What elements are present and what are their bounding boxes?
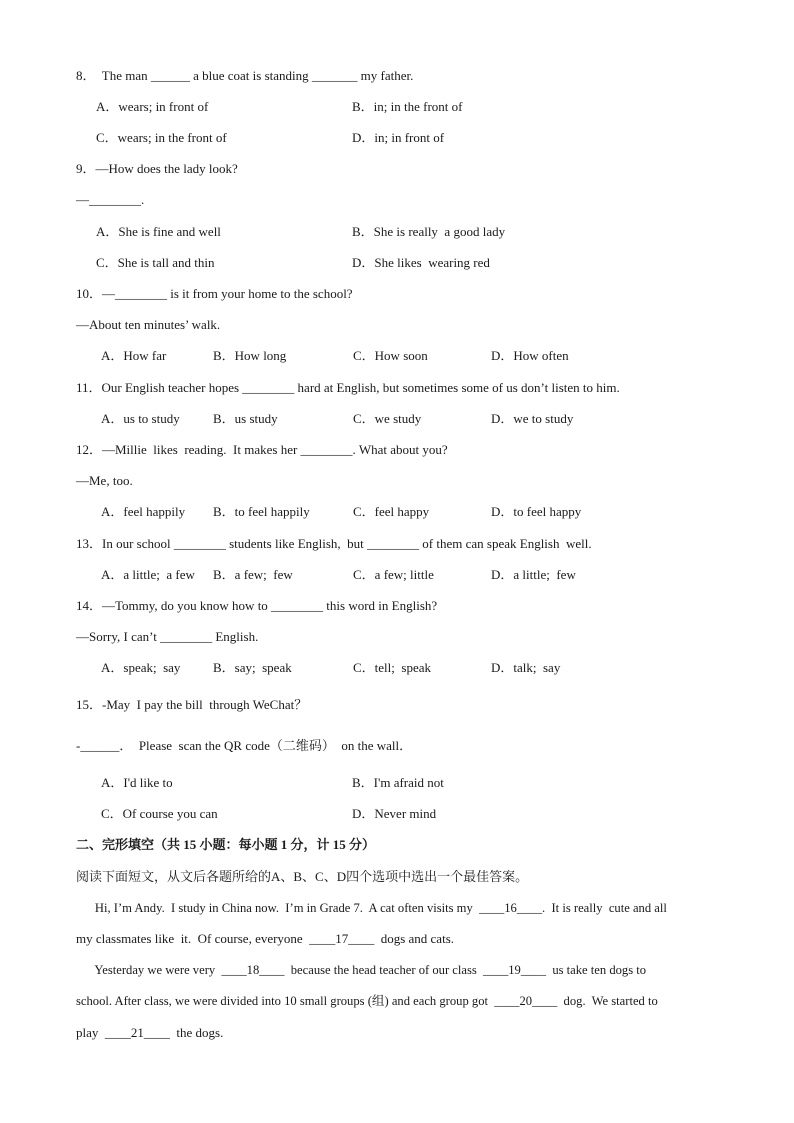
q12-reply: —Me, too. [76, 473, 133, 488]
q11-option-b[interactable]: B．us study [213, 411, 278, 426]
q10-option-d[interactable]: D．How often [491, 348, 569, 363]
q10-option-a[interactable]: A．How far [101, 348, 167, 363]
q12-option-b[interactable]: B．to feel happily [213, 504, 310, 519]
passage-line: play ____21____ the dogs. [76, 1025, 224, 1040]
q9-option-c[interactable]: C．She is tall and thin [96, 255, 215, 270]
q8-option-b[interactable]: B．in; in the front of [352, 99, 463, 114]
q15-option-d[interactable]: D．Never mind [352, 806, 437, 821]
q14-option-b[interactable]: B．say; speak [213, 660, 292, 675]
passage-line: my classmates like it. Of course, everyone ____17____ dogs and cats. [76, 931, 454, 946]
q9-option-b[interactable]: B．She is really a good lady [352, 224, 506, 239]
q14-option-d[interactable]: D．talk; say [491, 660, 561, 675]
q10-option-c[interactable]: C．How soon [353, 348, 428, 363]
q9-reply: —________. [76, 192, 145, 207]
q9-option-d[interactable]: D．She likes wearing red [352, 255, 490, 270]
q11-option-a[interactable]: A．us to study [101, 411, 180, 426]
q11-stem: 11．Our English teacher hopes ________ hard at English, but sometimes some of us don’t listen to him. [76, 380, 620, 395]
q14-option-a[interactable]: A．speak; say [101, 660, 181, 675]
q13-option-c[interactable]: C．a few; little [353, 567, 434, 582]
q15-stem: 15．-May I pay the bill through WeChat？ [76, 697, 308, 712]
q12-option-a[interactable]: A．feel happily [101, 504, 186, 519]
section-heading: 二、完形填空（共 15 小题：每小题 1 分，计 15 分） [76, 837, 376, 852]
passage-line: school. After class, we were divided into 10 small groups (组) and each group got ____20____ dog. We started to [76, 994, 658, 1008]
q10-reply: —About ten minutes’ walk. [76, 317, 221, 332]
section-instruction: 阅读下面短文，从文后各题所给的A、B、C、D四个选项中选出一个最佳答案。 [76, 869, 529, 884]
q10-stem: 10．—________ is it from your home to the school? [76, 286, 353, 301]
passage-line: Hi, I’m Andy. I study in China now. I’m in Grade 7. A cat often visits my ____16____. It is really cute and all [76, 901, 667, 915]
q11-option-c[interactable]: C．we study [353, 411, 422, 426]
q15-option-b[interactable]: B．I'm afraid not [352, 775, 444, 790]
q8-stem: 8． The man ______ a blue coat is standing _______ my father. [76, 68, 414, 83]
q14-stem: 14．—Tommy, do you know how to ________ this word in English? [76, 598, 438, 613]
q12-stem: 12．—Millie likes reading. It makes her ________. What about you? [76, 442, 448, 457]
q14-option-c[interactable]: C．tell; speak [353, 660, 431, 675]
q13-option-a[interactable]: A．a little; a few [101, 567, 195, 582]
q15-reply: -______． Please scan the QR code（二维码） on the wall． [76, 738, 413, 753]
q11-option-d[interactable]: D．we to study [491, 411, 574, 426]
q13-option-b[interactable]: B．a few; few [213, 567, 293, 582]
q12-option-d[interactable]: D．to feel happy [491, 504, 582, 519]
q8-option-a[interactable]: A．wears; in front of [96, 99, 209, 114]
q13-option-d[interactable]: D．a little; few [491, 567, 576, 582]
q10-option-b[interactable]: B．How long [213, 348, 287, 363]
q15-option-a[interactable]: A．I'd like to [101, 775, 173, 790]
q15-option-c[interactable]: C．Of course you can [101, 806, 218, 821]
q14-reply: —Sorry, I can’t ________ English. [76, 629, 259, 644]
passage-line: Yesterday we were very ____18____ because the head teacher of our class ____19____ us take ten dogs to [76, 963, 647, 977]
q13-stem: 13．In our school ________ students like English, but ________ of them can speak English well. [76, 536, 592, 551]
q12-option-c[interactable]: C．feel happy [353, 504, 430, 519]
q8-option-c[interactable]: C．wears; in the front of [96, 130, 227, 145]
q8-option-d[interactable]: D．in; in front of [352, 130, 445, 145]
q9-option-a[interactable]: A．She is fine and well [96, 224, 221, 239]
q9-stem: 9．—How does the lady look? [76, 161, 238, 176]
